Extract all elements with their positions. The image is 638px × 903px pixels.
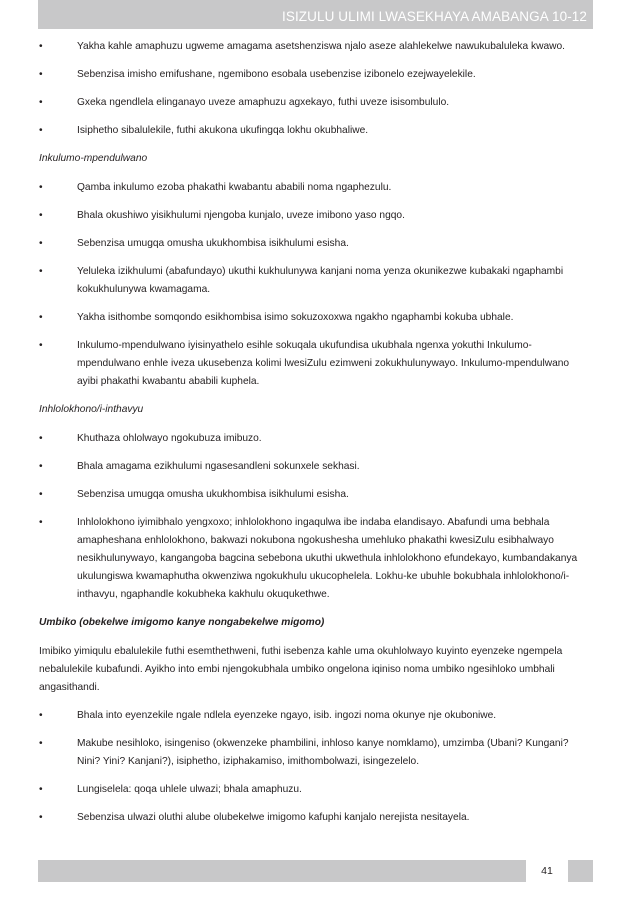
bullet-icon: • — [39, 710, 43, 721]
list-item: • Bhala okushiwo yisikhulumi njengoba kunjalo, uveze imibono yaso ngqo. — [39, 207, 591, 225]
page-body — [39, 38, 591, 837]
section-heading-umbiko: Umbiko (obekelwe imigomo kanye nongabekelwe migomo) — [39, 617, 325, 628]
bullet-icon: • — [39, 812, 43, 823]
list-item: • Makube nesihloko, isingeniso (okwenzeke phambilini, inhloso kanye nomklamo), umzimba (Ubani? Kungani? Nini? Yini? Kanjani?), isiphetho, iziphakamiso, imithombolwazi, isingezelelo. — [39, 735, 591, 771]
list-item: • Isiphetho sibalulekile, futhi akukona ukufingqa lokhu okubhaliwe. — [39, 122, 591, 140]
list-item: • Gxeka ngendlela elinganayo uveze amaphuzu agxekayo, futhi uveze isisombululo. — [39, 94, 591, 112]
list-item: • Sebenzisa umugqa omusha ukukhombisa isikhulumi esisha. — [39, 235, 591, 253]
bullet-icon: • — [39, 433, 43, 444]
section-inkulumo-bullets — [39, 179, 591, 391]
bullet-icon: • — [39, 41, 43, 52]
bullet-icon: • — [39, 738, 43, 749]
page-number: 41 — [525, 860, 569, 882]
footer-bar — [38, 860, 593, 882]
list-item: • Qamba inkulumo ezoba phakathi kwabantu ababili noma ngaphezulu. — [39, 179, 591, 197]
list-item: • Yeluleka izikhulumi (abafundayo) ukuthi kukhulunywa kanjani noma yenza okunikezwe kubakaki ngaphambi kokukhulunywa kwamagama. — [39, 263, 591, 299]
bullet-icon: • — [39, 125, 43, 136]
bullet-icon: • — [39, 517, 43, 528]
section-umbiko-paragraph: Imibiko yimiqulu ebalulekile futhi esemthethweni, futhi isebenza kahle uma okuhlolwayo kuyinto eyenzeke ngempela nebalulekile kubafundi. Ayikho into embi njengokubhala umbiko ongelona iqiniso noma umbiko ngesihloko umbhali angasithandi. — [39, 646, 563, 693]
list-item: • Sebenzisa umugqa omusha ukukhombisa isikhulumi esisha. — [39, 486, 591, 504]
list-item: • Khuthaza ohlolwayo ngokubuza imibuzo. — [39, 430, 591, 448]
bullet-icon: • — [39, 312, 43, 323]
bullet-icon: • — [39, 461, 43, 472]
section-general-bullets — [39, 38, 591, 140]
list-item: • Bhala amagama ezikhulumi ngasesandleni sokunxele sekhasi. — [39, 458, 591, 476]
list-item: • Bhala into eyenzekile ngale ndlela eyenzeke ngayo, isib. ingozi noma okunye nje okuboniwe. — [39, 707, 591, 725]
section-heading-inkulumo: Inkulumo-mpendulwano — [39, 153, 148, 164]
section-inhlolokhono-bullets — [39, 430, 591, 604]
bullet-icon: • — [39, 784, 43, 795]
section-umbiko-bullets — [39, 707, 591, 827]
bullet-icon: • — [39, 210, 43, 221]
bullet-icon: • — [39, 97, 43, 108]
running-header-title: ISIZULU ULIMI LWASEKHAYA AMABANGA 10-12 — [282, 9, 587, 24]
bullet-icon: • — [39, 238, 43, 249]
header-bar — [38, 0, 593, 29]
list-item: • Sebenzisa imisho emifushane, ngemibono esobala usebenzise izibonelo ezejwayelekile. — [39, 66, 591, 84]
bullet-icon: • — [39, 340, 43, 351]
list-item: • Lungiselela: qoqa uhlele ulwazi; bhala amaphuzu. — [39, 781, 591, 799]
bullet-icon: • — [39, 69, 43, 80]
list-item: • Yakha isithombe somqondo esikhombisa isimo sokuzoxoxwa ngakho ngaphambi kokuba ubhale. — [39, 309, 591, 327]
list-item: • Sebenzisa ulwazi oluthi alube olubekelwe imigomo kafuphi kanjalo nerejista nesitayela. — [39, 809, 591, 827]
section-heading-inhlolokhono: Inhlolokhono/i-inthavyu — [39, 404, 144, 415]
bullet-icon: • — [39, 489, 43, 500]
list-item: • Inkulumo-mpendulwano iyisinyathelo esihle sokuqala ukufundisa ukubhala ngenxa yokuthi Inkulumo-mpendulwano enhle iveza ukusebenza kolimi lwesiZulu ezimweni zokukhulunywayo. Inkulumo-mpendulwano ayibi phakathi kwabantu ababili kuphela. — [39, 337, 591, 391]
bullet-icon: • — [39, 182, 43, 193]
list-item: • Inhlolokhono iyimibhalo yengxoxo; inhlolokhono ingaqulwa ibe indaba elandisayo. Abafundi uma bebhala amapheshana enhlolokhono, bakwazi nokubona ngokushesha umehluko phakathi kwesiZulu esibhalwayo nesikhulunywayo, kangangoba bagcina sebebona ukuthi ukwethula inhlolokhono efundekayo, kumbandakanya ukulungiswa kwamaphutha okwenziwa ngokukhulu ukucophelela. Lokhu-ke ubuhle bokubhala inhlolokhono/i-inthavyu, ngaphandle kokubheka kakhulu okuqukethwe. — [39, 514, 591, 604]
bullet-icon: • — [39, 266, 43, 277]
list-item: • Yakha kahle amaphuzu ugweme amagama asetshenziswa njalo aseze alahlekelwe nawukubaluleka kwawo. — [39, 38, 591, 56]
